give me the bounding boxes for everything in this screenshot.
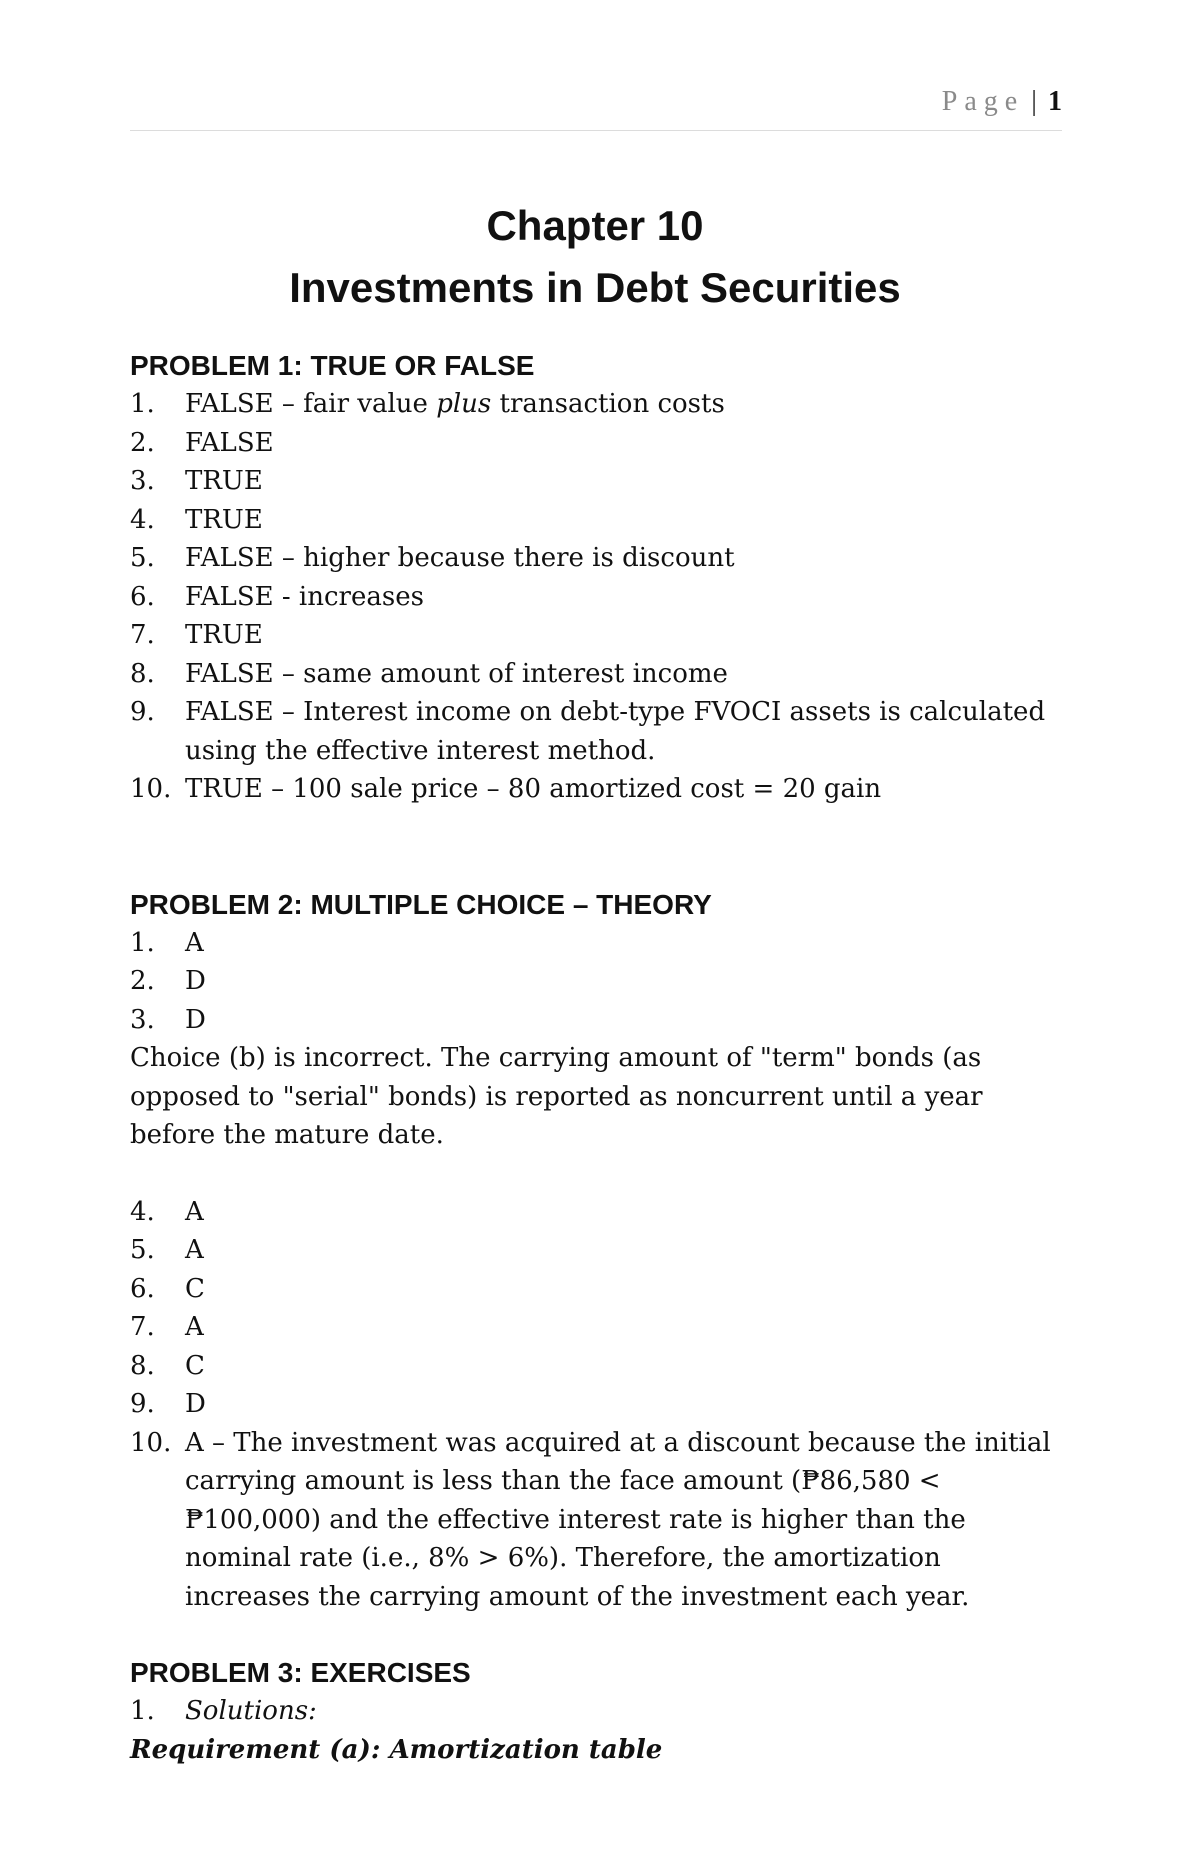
item-text: TRUE <box>185 620 263 650</box>
list-item <box>130 1424 1060 1617</box>
list-item <box>130 424 1060 463</box>
item-text: D <box>185 966 206 996</box>
item-number: 10. <box>130 774 172 804</box>
item-number: 6. <box>130 581 155 612</box>
item-text: FALSE – same amount of interest income <box>185 658 728 689</box>
problem2-list-a <box>130 924 1060 1040</box>
item-text: C <box>185 1350 205 1381</box>
list-item <box>130 501 1060 540</box>
item-text: A – The investment was acquired at a discount because the initial carrying amount is less than the face amount (₱86,580 < ₱100,000) and the effective interest rate is higher than the nominal rate (i.e., 8% > 6%). Therefore, the amortization increases the carrying amount of the investment each year. <box>185 1427 1051 1612</box>
list-item <box>130 1692 1060 1731</box>
page-number: 1 <box>1048 86 1062 117</box>
item-text: A <box>185 1312 204 1342</box>
item-number: 7. <box>130 620 155 650</box>
item-text: FALSE <box>185 427 274 458</box>
problem2-heading: PROBLEM 2: MULTIPLE CHOICE – THEORY <box>130 888 712 920</box>
item-text: FALSE – higher because there is discount <box>185 543 735 573</box>
problem1-list <box>130 385 1060 809</box>
page-label: Page <box>941 86 1025 117</box>
item-text: A <box>185 927 204 958</box>
document-body <box>130 195 1060 1769</box>
item-text: TRUE <box>185 504 263 535</box>
list-item <box>130 616 1060 655</box>
item-number: 10. <box>130 1427 172 1458</box>
item-number: 6. <box>130 1273 155 1304</box>
spacer <box>130 1616 1060 1654</box>
list-item <box>130 1193 1060 1232</box>
chapter-subtitle: Investments in Debt Securities <box>289 264 901 311</box>
item-number: 3. <box>130 1004 155 1035</box>
item-number: 1. <box>130 927 155 958</box>
item-number: 9. <box>130 1389 155 1419</box>
problem1-heading: PROBLEM 1: TRUE OR FALSE <box>130 350 535 381</box>
list-item <box>130 462 1060 501</box>
list-item <box>130 962 1060 1001</box>
item-text: C <box>185 1273 205 1304</box>
list-item <box>130 578 1060 617</box>
item-text: TRUE <box>185 466 263 496</box>
list-item <box>130 539 1060 578</box>
list-item <box>130 770 1060 809</box>
item-number: 5. <box>130 1235 155 1265</box>
item-text: A <box>185 1196 204 1227</box>
spacer <box>130 809 1060 886</box>
page-header <box>130 86 1062 131</box>
item-number: 8. <box>130 1350 155 1381</box>
item-text-post: transaction costs <box>491 389 725 419</box>
item-text-emphasis: plus <box>436 389 492 419</box>
item-number: 7. <box>130 1312 155 1342</box>
list-item <box>130 1385 1060 1424</box>
list-item <box>130 1231 1060 1270</box>
spacer <box>130 1155 1060 1193</box>
problem3-list <box>130 1692 1060 1731</box>
item-text-pre: FALSE – fair value <box>185 389 437 419</box>
item-text: A <box>185 1235 204 1265</box>
item-number: 4. <box>130 1196 155 1227</box>
list-item <box>130 693 1060 770</box>
item-number: 2. <box>130 427 155 458</box>
requirement-heading: Requirement (a): Amortization table <box>130 1734 663 1765</box>
item-number: 8. <box>130 658 155 689</box>
item-number: 4. <box>130 504 155 535</box>
list-item <box>130 655 1060 694</box>
item-text: Solutions: <box>185 1696 317 1726</box>
page-separator: | <box>1031 86 1037 117</box>
item-text: D <box>185 1389 206 1419</box>
list-item <box>130 1308 1060 1347</box>
problem2-list-b <box>130 1193 1060 1617</box>
item-number: 3. <box>130 466 155 496</box>
item-number: 9. <box>130 697 155 727</box>
list-item <box>130 1270 1060 1309</box>
item-text: FALSE – Interest income on debt-type FVOCI assets is calculated using the effective interest method. <box>185 697 1046 766</box>
list-item <box>130 385 1060 424</box>
chapter-title: Chapter 10 <box>486 202 704 249</box>
item-text: D <box>185 1004 206 1035</box>
problem2-note: Choice (b) is incorrect. The carrying amount of "term" bonds (as opposed to "serial" bonds) is reported as noncurrent until a year before the mature date. <box>130 1043 983 1150</box>
list-item <box>130 1001 1060 1040</box>
item-number: 5. <box>130 543 155 573</box>
list-item <box>130 924 1060 963</box>
item-text: FALSE - increases <box>185 581 424 612</box>
item-number: 2. <box>130 966 155 996</box>
item-text <box>185 385 1060 424</box>
list-item <box>130 1347 1060 1386</box>
problem3-heading: PROBLEM 3: EXERCISES <box>130 1657 471 1688</box>
item-number: 1. <box>130 1696 155 1726</box>
item-text: TRUE – 100 sale price – 80 amortized cost = 20 gain <box>185 774 882 804</box>
item-number: 1. <box>130 389 155 419</box>
